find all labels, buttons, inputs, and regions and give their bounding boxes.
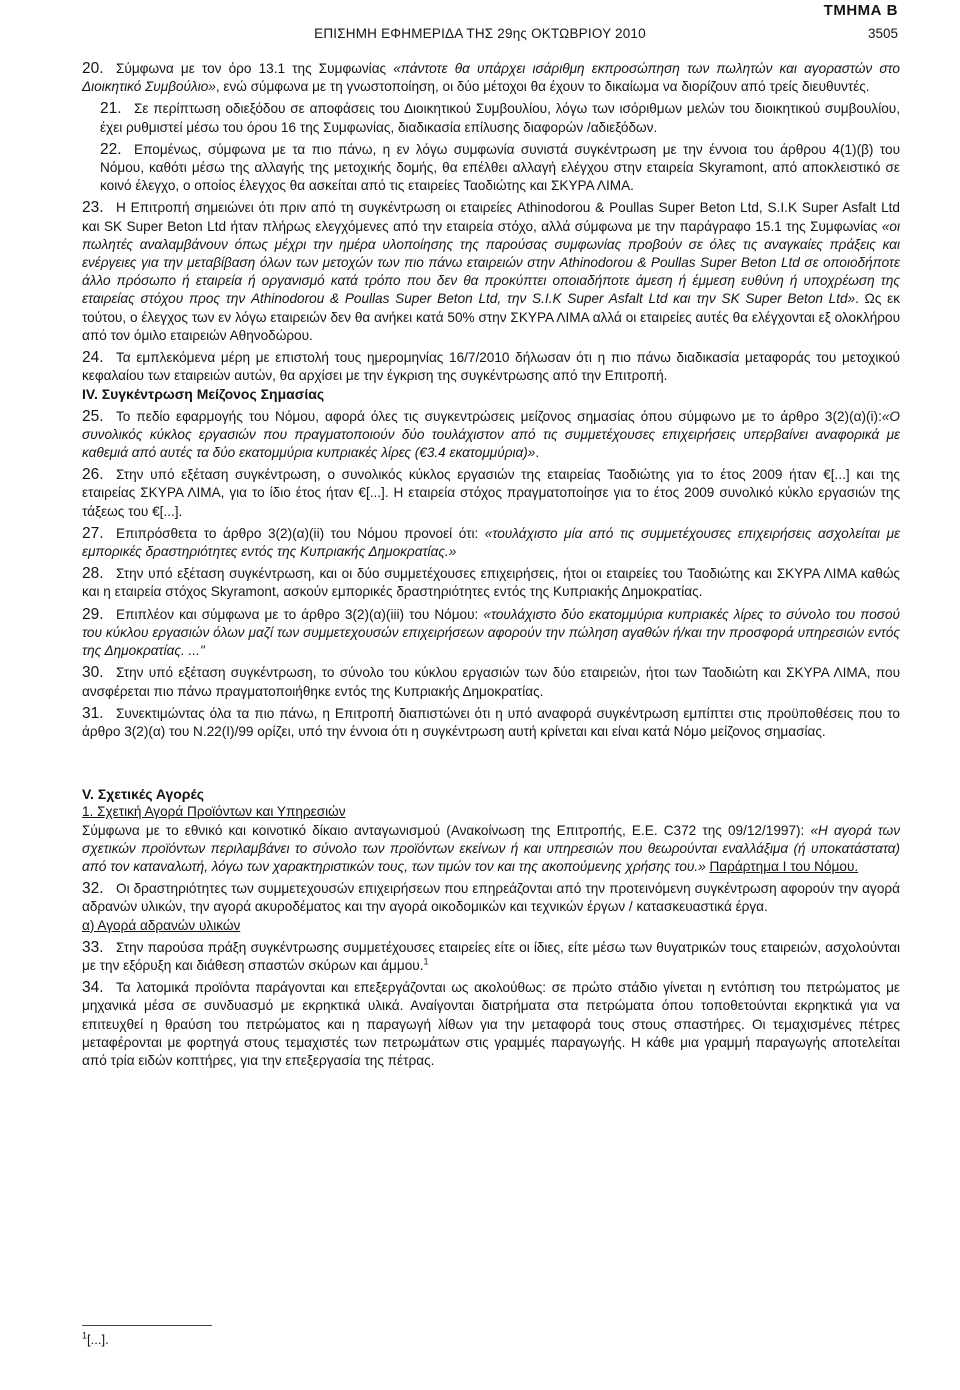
paragraph-23: 23. Η Επιτροπή σημειώνει ότι πριν από τη συγκέντρωση οι εταιρείες Athinodorou & Poullas Super Beton Ltd, S.I.K Super Asfalt Ltd και SK Super Beton Ltd ήταν πλήρως ελεγχόμενες από την εταιρεία στόχο, αλλά σύμφωνα με την παράγραφο 15.1 της Συμφωνίας «οι πωλητές αναλαμβάνουν όπως μέχρι την ημέρα υλοποίησης της παρούσας συμφωνίας προβούν σε όλες τις αναγκαίες πράξεις και ενέργειες για την μεταβίβαση όλων των μετοχών των πιο πάνω εταιρειών στην Athinodorou & Poullas Super Beton Ltd σε οποιοδήποτε άλλο πρόσωπο ή εταιρεία ή οργανισμό κατά τρόπο που δεν θα προκύπτει οποιαδήποτε άμεση ή έμμεση ευθύνη ή υποχρέωση της εταιρείας στόχου προς την Athinodorou & Poullas Super Beton Ltd, την S.I.K Super Asfalt Ltd και την SK Super Beton Ltd». Ως εκ τούτου, ο έλεγχος των εν λόγω εταιρειών δεν θα ανήκει κατά 50% στην ΣΚΥΡΑ ΛΙΜΑ αλλά οι εταιρείες αυτές θα ελέγχονται εξ ολοκλήρου από τον όμιλο εταιρειών Αθηνοδώρου.	[82, 199, 901, 343]
paragraph-34: 34. Τα λατομικά προϊόντα παράγονται και επεξεργάζονται ως ακολούθως: σε πρώτο στάδιο γίνεται η εντόπιση του πετρώματος με μηχανικά μέσα σε συνδυασμό με εκρηκτικά υλικά. Αναίγονται διατρήματα στα πετρώματα όπου τοποθετούνται εκρηκτικά για να επιτευχθεί η θραύση του πετρώματος και η παραγωγή λίθων για την μεταφορά τους στους σπαστήρες. Οι τεμαχισμένες πέτρες μεταφέρονται με φορτηγά στους τεμαχιστές των πετρωμάτων στις γραμμές παραγωγής. Η κάθε μια γραμμή παραγωγής αποτελείται από τρία ειδών κοπτήρες, για την επεξεργασία της πέτρας.	[82, 979, 900, 1068]
footnote	[82, 1332, 109, 1347]
paragraph-number: 27.	[82, 524, 104, 542]
paragraph-21: 21. Σε περίπτωση οδιεξόδου σε αποφάσεις του Διοικητικού Συμβουλίου, λόγω των ισόριθμων μελών του διοικητικού συμβουλίου, έχει ρυθμιστεί μέσω του όρου 16 της Συμφωνίας, διαδικασία επίλυσης διαφορών /αδιεξόδων.	[100, 100, 900, 135]
footnote-marker: 1	[423, 956, 429, 967]
footnote-divider	[82, 1325, 212, 1326]
paragraph-31: 31. Συνεκτιμώντας όλα τα πιο πάνω, η Επιτροπή διαπιστώνει ότι η υπό αναφορά συγκέντρωση εμπίπτει στις προϋποθέσεις που το άρθρο 3(2)(α) του Ν.22(Ι)/99 ορίζει, υπό την έννοια ότι η συγκέντρωση αυτή κρίνεται και είναι κατά Νόμο μείζονος σημασίας.	[82, 704, 900, 739]
annex-reference: Παράρτημα Ι του Νόμου.	[709, 858, 859, 874]
paragraph-24: 24. Τα εμπλεκόμενα μέρη με επιστολή τους ημερομηνίας 16/7/2010 δήλωσαν ότι η πιο πάνω διαδικασία μεταφοράς του μετοχικού κεφαλαίου των εταιρειών αυτών, θα αρχίσει με την έγκριση της συγκέντρωσης από την Επιτροπή.	[82, 349, 900, 384]
paragraph-26: 26. Στην υπό εξέταση συγκέντρωση, ο συνολικός κύκλος εργασιών της εταιρείας Ταοδιώτης για το έτος 2009 ήταν €[...] και της εταιρείας ΣΚΥΡΑ ΛΙΜΑ, για το ίδιο έτος ήταν €[...]. Η εταιρεία στόχος πραγματοποίησε για το έτος 2009 συνολικό κύκλο εργασιών της τάξεως του €[...].	[82, 466, 900, 519]
footnote-text: [...].	[87, 1332, 109, 1347]
paragraph-number: 31.	[82, 704, 104, 722]
page-number: 3505	[867, 26, 898, 41]
paragraph-32: 32. Οι δραστηριότητες των συμμετεχουσών επιχειρήσεων που επηρεάζονται από την προτεινόμενη συγκέντρωση αφορούν την αγορά αδρανών υλικών, την αγορά ακυροδέματος και την αγορά οικοδομικών και τεχνικών έργων / κατασκευαστικά έργα.	[82, 880, 900, 915]
paragraph-number: 22.	[100, 140, 122, 158]
paragraph-number: 30.	[82, 664, 104, 682]
paragraph-number: 25.	[82, 407, 104, 425]
gazette-title: ΕΠΙΣΗΜΗ ΕΦΗΜΕΡΙΔΑ ΤΗΣ 29ης ΟΚΤΩΒΡΙΟΥ 2010	[314, 26, 646, 41]
paragraph-number: 23.	[82, 199, 104, 217]
section-label: ΤΜΗΜΑ Β	[823, 2, 898, 19]
paragraph-number: 26.	[82, 466, 104, 484]
paragraph-25: 25. Το πεδίο εφαρμογής του Νόμου, αφορά όλες τις συγκεντρώσεις μείζονος σημασίας όπου σύμφωνο με το άρθρο 3(2)(α)(i):«Ο συνολικός κύκλος εργασιών που πραγματοποιούν δύο τουλάχιστον από τις συμμετέχουσες επιχειρήσεις υπερβαίνει αναφορικά με καθεμιά από αυτές τα δύο εκατομμύρια κυπριακές λίρες (€3.4 εκατομμύρια)».	[82, 407, 900, 461]
paragraph-number: 20.	[82, 60, 104, 77]
paragraph-number: 34.	[82, 979, 104, 997]
paragraph-29: 29. Επιπλέον και σύμφωνα με το άρθρο 3(2)(α)(iii) του Νόμου: «τουλάχιστο δύο εκατομμύρια κυπριακές λίρες το σύνολο του ποσού του κύκλου εργασιών όλων μαζί των συμμετεχουσών επιχειρήσεων αφορούν την πώληση αγαθών ή/και την προσφορά υπηρεσιών εντός της Δημοκρατίας. ..."	[82, 605, 900, 659]
paragraph-number: 33.	[82, 938, 104, 956]
paragraph-30: 30. Στην υπό εξέταση συγκέντρωση, το σύνολο του κύκλου εργασιών των δύο εταιρειών, ήτοι των Ταοδιώτη και ΣΚΥΡΑ ΛΙΜΑ, που ανσφέρεται πιο πάνω πραγματοποιήθηκε εντός της Κυπριακής Δημοκρατίας.	[82, 664, 900, 699]
document-body	[82, 60, 900, 1070]
paragraph-number: 21.	[100, 100, 122, 118]
paragraph-number: 28.	[82, 565, 104, 583]
paragraph-27: 27. Επιπρόσθετα το άρθρο 3(2)(α)(ii) του Νόμου προνοεί ότι: «τουλάχιστο μία από τις συμμετέχουσες επιχειρήσεις ασχολείται με εμπορικές δραστηριότητες εντός της Κυπριακής Δημοκρατίας.»	[82, 524, 901, 560]
paragraph-number: 32.	[82, 880, 104, 898]
section-iv-heading: IV. Συγκέντρωση Μείζονος Σημασίας	[82, 386, 325, 403]
paragraph-number: 24.	[82, 349, 104, 367]
paragraph-33: 33. Στην παρούσα πράξη συγκέντρωσης συμμετέχουσες εταιρείες είτε οι ίδιες, είτε μέσω των θυγατρικών τους εταιρειών, ασχολούνται με την εξόρυξη και διάθεση σπαστών σκύρων και άμμου.$^1$	[82, 938, 900, 973]
subsection-a-heading: α) Αγορά αδρανών υλικών	[82, 917, 241, 933]
paragraph-number: 29.	[82, 605, 104, 623]
paragraph-22: 22. Επομένως, σύμφωνα με τα πιο πάνω, η εν λόγω συμφωνία συνιστά συγκέντρωση με την έννοια του άρθρου 4(1)(β) του Νόμου, καθότι μέσω της αλλαγής της μετοχικής δομής, θα επέλθει αλλαγή ελέγχου στην εταιρεία Skyramont, από αποκλειστικό σε κοινό έλεγχο, ο οποίος έλεγχος θα ασκείται από τις εταιρείες Ταοδιώτης και ΣΚΥΡΑ ΛΙΜΑ.	[100, 140, 900, 194]
footnote-number: 1	[82, 1330, 88, 1341]
paragraph-28: 28. Στην υπό εξέταση συγκέντρωση, και οι δύο συμμετέχουσες επιχειρήσεις, ήτοι οι εταιρείες του Ταοδιώτης και ΣΚΥΡΑ ΛΙΜΑ καθώς και η εταιρεία στόχος Skyramont, ασκούν εμπορικές δραστηριότητες εντός της Κυπριακής Δημοκρατίας.	[82, 565, 900, 600]
paragraph-20: 20. Σύμφωνα με τον όρο 13.1 της Συμφωνίας «πάντοτε θα υπάρχει ισάριθμη εκπροσώπηση των πωλητών και αγοραστών στο Διοικητικό Συμβούλιο», ενώ σύμφωνα με τη γνωστοποίηση, οι δύο μέτοχοι θα έχουν το δικαίωμα να διορίζουν από τρείς διευθυντές.	[82, 60, 900, 95]
section-v-heading: V. Σχετικές Αγορές	[82, 786, 205, 803]
subsection-1-heading: 1. Σχετική Αγορά Προϊόντων και Υπηρεσιών	[82, 804, 346, 820]
relevant-market-definition: Σύμφωνα με το εθνικό και κοινοτικό δίκαιο ανταγωνισμού (Ανακοίνωση της Επιτροπής, Ε.Ε. C372 της 09/12/1997): «Η αγορά των σχετικών προϊόντων περιλαμβάνει το σύνολο των προϊόντων εκείνων ή και υπηρεσιών που θεωρούνται εναλλάξιμα (ή υποκατάστατα) από τον καταναλωτή, λόγω των χαρακτηριστικών τους, των τιμών τον και της ακοπούμενης χρήσης του.» Παράρτημα Ι του Νόμου.	[82, 822, 901, 874]
